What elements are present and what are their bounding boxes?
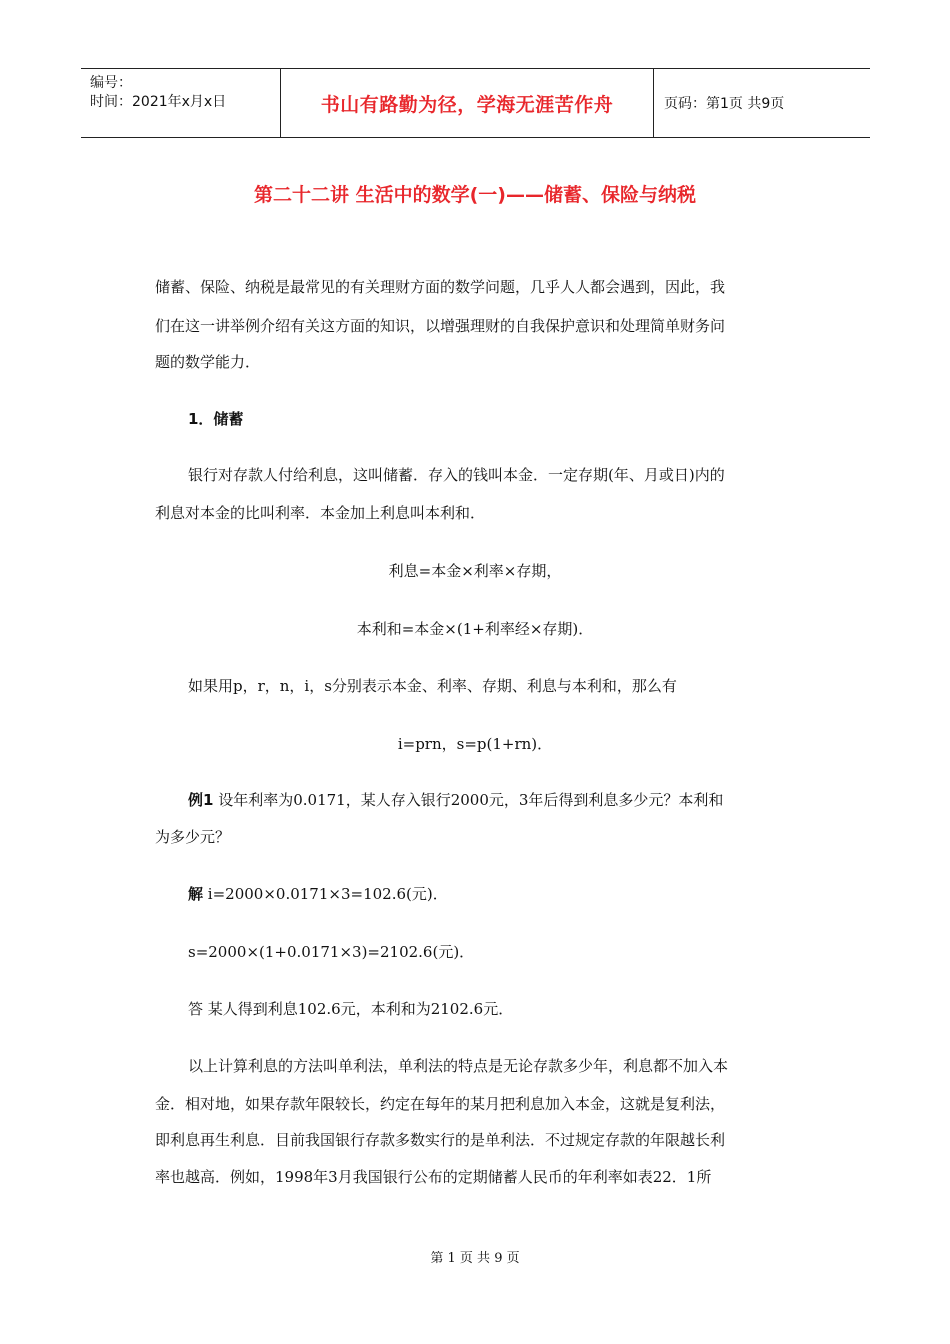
- motto: 书山有路勤为径，学海无涯苦作舟: [320, 93, 614, 116]
- formula-total: 本利和=本金×(1+利率经×存期)．: [356, 620, 594, 638]
- page-footer: 第 1 页 共 9 页: [430, 1251, 520, 1266]
- para3-line-3: 即利息再生利息．目前我国银行存款多数实行的是单利法．不过规定存款的年限越长利: [155, 1131, 726, 1149]
- page-title: 第二十二讲 生活中的数学(一)——储蓄、保险与纳税: [254, 184, 696, 206]
- header-table: [81, 68, 870, 138]
- solution-line-1: [188, 884, 828, 904]
- example1-label: 例1: [188, 791, 214, 809]
- para3-line-1: 以上计算利息的方法叫单利法，单利法的特点是无论存款多少年，利息都不加入本: [188, 1057, 729, 1075]
- solution-line-2: s=2000×(1+0.0171×3)=2102.6(元)．: [188, 943, 475, 961]
- formula-symbolic: i=prn，s=p(1+rn)．: [397, 735, 553, 753]
- para1-line-1: 银行对存款人付给利息，这叫储蓄．存入的钱叫本金．一定存期(年、月或日)内的: [188, 466, 725, 484]
- header-left-cell: [81, 69, 281, 137]
- example1-line-1: [188, 790, 828, 810]
- para3-line-2: 金．相对地，如果存款年限较长，约定在每年的某月把利息加入本金，这就是复利法，: [155, 1095, 726, 1113]
- para1-line-2: 利息对本金的比叫利率．本金加上利息叫本利和．: [155, 504, 486, 522]
- section-heading-savings: 1．储蓄: [188, 410, 244, 428]
- intro-line-3: 题的数学能力．: [155, 353, 261, 371]
- example1-line-2: 为多少元？: [155, 828, 231, 846]
- number-label: 编号：: [90, 75, 132, 91]
- intro-line-2: 们在这一讲举例介绍有关这方面的知识，以增强理财的自我保护意识和处理简单财务问: [155, 317, 726, 335]
- time-label: 时间：2021年x月x日: [90, 94, 227, 110]
- intro-line-1: 储蓄、保险、纳税是最常见的有关理财方面的数学问题，几乎人人都会遇到，因此，我: [155, 278, 726, 296]
- answer-line: 答 某人得到利息102.6元，本利和为2102.6元．: [188, 1000, 514, 1018]
- solution-text-1: i=2000×0.0171×3=102.6(元)．: [207, 885, 448, 903]
- header-page-cell: [654, 69, 870, 137]
- example1-text: 设年利率为0.0171，某人存入银行2000元，3年后得到利息多少元？本利和: [218, 791, 724, 809]
- formula-interest: 利息=本金×利率×存期，: [388, 562, 562, 580]
- header-motto-cell: [281, 69, 654, 137]
- solution-label: 解: [188, 885, 204, 903]
- page-info: 页码：第1页 共9页: [664, 96, 785, 112]
- para2: 如果用p，r，n，i，s分别表示本金、利率、存期、利息与本利和，那么有: [188, 677, 677, 695]
- para3-line-4: 率也越高．例如，1998年3月我国银行公布的定期储蓄人民币的年利率如表22．1所: [155, 1168, 712, 1186]
